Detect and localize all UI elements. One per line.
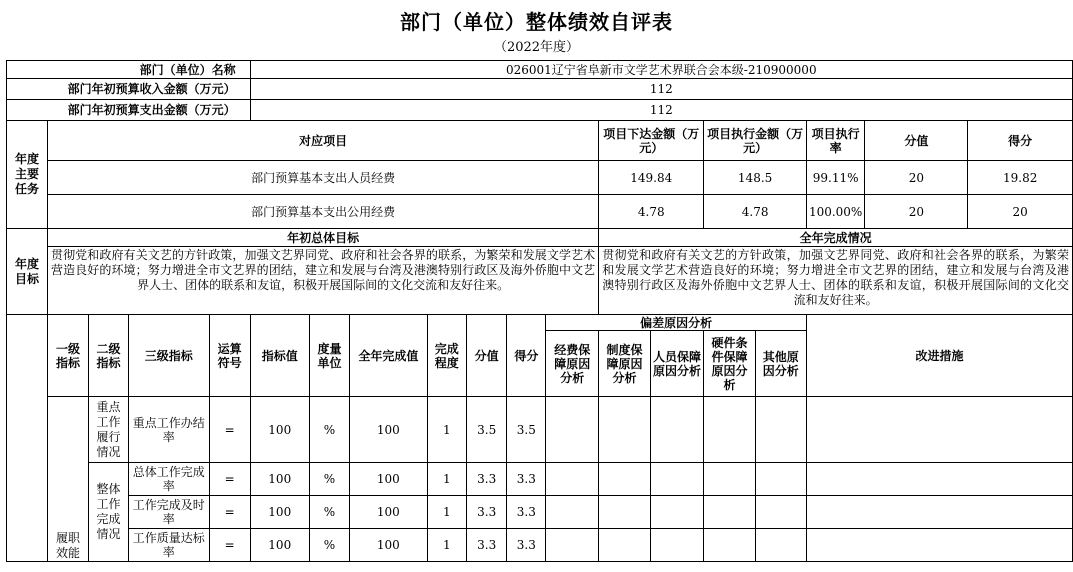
indicator-degree: 1	[427, 463, 466, 496]
indicator-operator: =	[209, 496, 250, 529]
indicator-row	[7, 496, 1073, 529]
task-rate: 100.00%	[806, 195, 864, 229]
dev-hardware-header: 硬件条件保障原因分析	[704, 331, 755, 397]
dev-staff-header: 人员保障原因分析	[650, 331, 703, 397]
indicator-row	[7, 397, 1073, 463]
initial-goal-header: 年初总体目标	[47, 229, 598, 247]
col-rate-header: 项目执行率	[806, 121, 864, 161]
blank-left-column	[7, 315, 48, 562]
indicator-actual: 100	[349, 496, 427, 529]
budget-income-value: 112	[250, 79, 1072, 100]
task-issued: 149.84	[599, 161, 704, 195]
annual-goals-label: 年度目标	[7, 229, 48, 315]
task-score: 19.82	[968, 161, 1073, 195]
indicator-actual: 100	[349, 529, 427, 562]
indicator-name: 工作完成及时率	[128, 496, 209, 529]
dev-system-header: 制度保障原因分析	[599, 331, 651, 397]
indicator-target: 100	[250, 463, 309, 496]
improve-header: 改进措施	[806, 315, 1072, 397]
indicator-unit: %	[309, 529, 349, 562]
task-issued: 4.78	[599, 195, 704, 229]
indicator-operator: =	[209, 397, 250, 463]
indicator-value: 3.5	[466, 397, 507, 463]
indicator-value: 3.3	[466, 463, 507, 496]
indicator-row	[7, 529, 1073, 562]
indicator-unit: %	[309, 496, 349, 529]
task-value: 20	[865, 195, 968, 229]
task-item: 部门预算基本支出人员经费	[47, 161, 598, 195]
indicator-name: 重点工作办结率	[128, 397, 209, 463]
completion-header: 全年完成情况	[599, 229, 1073, 247]
score-header: 得分	[507, 315, 546, 397]
indicator-name: 总体工作完成率	[128, 463, 209, 496]
indicator-unit: %	[309, 397, 349, 463]
indicator-degree: 1	[427, 529, 466, 562]
task-item: 部门预算基本支出公用经费	[47, 195, 598, 229]
task-row	[7, 195, 1073, 229]
budget-expense-label: 部门年初预算支出金额（万元）	[7, 100, 251, 121]
task-row	[7, 161, 1073, 195]
indicator-score: 3.5	[507, 397, 546, 463]
deviation-header: 偏差原因分析	[546, 315, 807, 331]
indicator-target: 100	[250, 397, 309, 463]
indicator-actual: 100	[349, 397, 427, 463]
indicator-target: 100	[250, 529, 309, 562]
operator-header: 运算符号	[209, 315, 250, 397]
task-value: 20	[865, 161, 968, 195]
task-score: 20	[968, 195, 1073, 229]
dev-other-header: 其他原因分析	[755, 331, 806, 397]
col-item-header: 对应项目	[47, 121, 598, 161]
indicator-score: 3.3	[507, 529, 546, 562]
unit-name-value: 026001辽宁省阜新市文学艺术界联合会本级-210900000	[250, 61, 1072, 79]
dev-funding-header: 经费保障原因分析	[546, 331, 599, 397]
task-executed: 4.78	[704, 195, 807, 229]
col-executed-header: 项目执行金额（万元）	[704, 121, 807, 161]
value-header: 分值	[466, 315, 507, 397]
degree-header: 完成程度	[427, 315, 466, 397]
level2-value: 重点工作履行情况	[88, 397, 128, 463]
col-score-header: 得分	[968, 121, 1073, 161]
indicator-score: 3.3	[507, 463, 546, 496]
task-rate: 99.11%	[806, 161, 864, 195]
actual-header: 全年完成值	[349, 315, 427, 397]
report-year: （2022年度）	[493, 40, 580, 55]
indicator-operator: =	[209, 529, 250, 562]
annual-tasks-label: 年度主要任务	[7, 121, 48, 229]
level2-value: 整体工作完成情况	[88, 463, 128, 562]
indicator-operator: =	[209, 463, 250, 496]
indicator-degree: 1	[427, 397, 466, 463]
level3-header: 三级指标	[128, 315, 209, 397]
level1-header: 一级指标	[47, 315, 88, 397]
indicator-score: 3.3	[507, 496, 546, 529]
completion-text: 贯彻党和政府有关文艺的方针政策，加强文艺界同党、政府和社会各界的联系，为繁荣和发展文学艺术营造良好的环境；努力增进全市文艺界的团结，建立和发展与台湾及港澳特别行政区及海外侨胞中文艺界人士、团体的联系和友谊，积极开展国际间的文化交流和友好往来。	[599, 247, 1073, 315]
indicator-actual: 100	[349, 463, 427, 496]
col-score-value-header: 分值	[865, 121, 968, 161]
page-title: 部门（单位）整体绩效自评表	[400, 10, 673, 34]
level1-value: 履职效能	[47, 397, 88, 562]
unit-header: 度量单位	[309, 315, 349, 397]
indicator-degree: 1	[427, 496, 466, 529]
indicator-unit: %	[309, 463, 349, 496]
budget-expense-value: 112	[250, 100, 1072, 121]
initial-goal-text: 贯彻党和政府有关文艺的方针政策，加强文艺界同党、政府和社会各界的联系，为繁荣和发展文学艺术营造良好的环境；努力增进全市文艺界的团结，建立和发展与台湾及港澳特别行政区及海外侨胞中文艺界人士、团体的联系和友谊，积极开展国际间的文化交流和友好往来。	[47, 247, 598, 315]
target-header: 指标值	[250, 315, 309, 397]
indicator-name: 工作质量达标率	[128, 529, 209, 562]
level2-header: 二级指标	[88, 315, 128, 397]
indicator-value: 3.3	[466, 529, 507, 562]
performance-table	[6, 60, 1073, 562]
budget-income-label: 部门年初预算收入金额（万元）	[7, 79, 251, 100]
col-issued-header: 项目下达金额（万元）	[599, 121, 704, 161]
indicator-row	[7, 463, 1073, 496]
indicator-target: 100	[250, 496, 309, 529]
unit-name-label: 部门（单位）名称	[7, 61, 251, 79]
task-executed: 148.5	[704, 161, 807, 195]
indicator-value: 3.3	[466, 496, 507, 529]
